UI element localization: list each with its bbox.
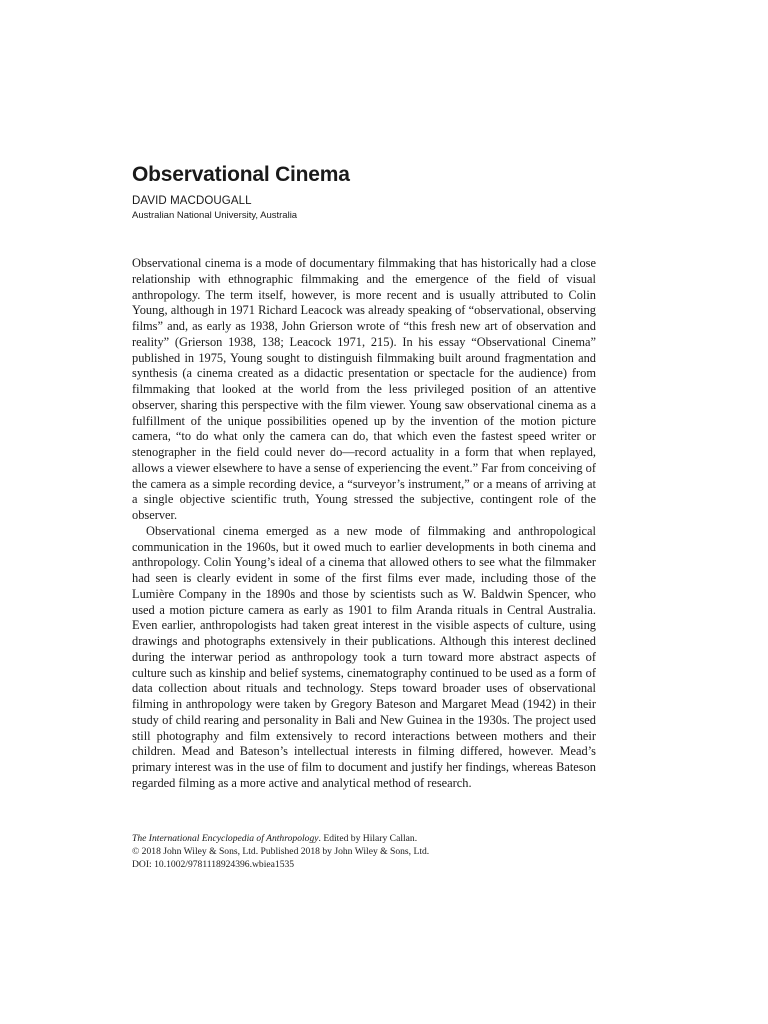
author-affiliation: Australian National University, Australia: [132, 210, 298, 221]
copyright-line: © 2018 John Wiley & Sons, Ltd. Published 2018 by John Wiley & Sons, Ltd.: [132, 846, 430, 857]
body-paragraph: Observational cinema emerged as a new mode of filmmaking and anthropological communication in the 1960s, but it owed much to earlier developments in both cinema and anthropology. Colin Young’s ideal of a cinema that allowed others to see what the filmmaker had seen is clearly evident in some of the first films ever made, including those of the Lumière Company in the 1890s and those by scientists such as W. Baldwin Spencer, who used a motion picture camera as early as 1901 to film Aranda rituals in Central Australia. Even earlier, anthropologists had taken great interest in the visible aspects of culture, using drawings and photographs extensively in their publications. Although this interest declined during the interwar period as anthropology took a turn toward more abstract aspects of culture such as kinship and belief systems, cinematography continued to be used as a form of data collection about rituals and technology. Steps toward broader uses of observational filming in anthropology were taken by Gregory Bateson and Margaret Mead (1942) in their study of child rearing and personality in Bali and New Guinea in the 1930s. The project used still photography and film extensively to record interactions between mothers and their children. Mead and Bateson’s intellectual interests in filming differed, however. Mead’s primary interest was in the use of film to document and justify her findings, whereas Bateson regarded filming as a more active and analytical method of research.: [132, 523, 596, 790]
editor-note: . Edited by Hilary Callan.: [318, 833, 418, 844]
encyclopedia-title: The International Encyclopedia of Anthropology: [132, 833, 319, 844]
body-paragraph: Observational cinema is a mode of documentary filmmaking that has historically had a close relationship with ethnographic filmmaking and the emergence of the field of visual anthropology. The term itself, however, is more recent and is usually attributed to Colin Young, although in 1971 Richard Leacock was already speaking of “observational, observing films” and, as early as 1938, John Grierson wrote of “this fresh new art of observation and reality” (Grierson 1938, 138; Leacock 1971, 215). In his essay “Observational Cinema” published in 1975, Young sought to distinguish filmmaking built around fragmentation and synthesis (a cinema created as a didactic presentation or spectacle for the audience) from filmmaking that looked at the world from the less privileged position of an attentive observer, sharing this perspective with the film viewer. Young saw observational cinema as a fulfillment of the unique possibilities opened up by the invention of the motion picture camera, “to do what only the camera can do, that which even the fastest speed writer or stenographer in the field could never do—record actuality in a form that when replayed, allows a viewer elsewhere to have a sense of experiencing the event.” Far from conceiving of the camera as a simple recording device, a “surveyor’s instrument,” or a means of arriving at a single objective scientific truth, Young stressed the subjective, contingent role of the observer.: [132, 256, 596, 522]
article-body: [132, 256, 596, 792]
citation-footer: [132, 832, 596, 871]
citation-line: [132, 832, 596, 845]
article-title: Observational Cinema: [132, 163, 350, 186]
author-name: DAVID MACDOUGALL: [132, 195, 252, 207]
doi-line: DOI: 10.1002/9781118924396.wbiea1535: [132, 859, 295, 870]
